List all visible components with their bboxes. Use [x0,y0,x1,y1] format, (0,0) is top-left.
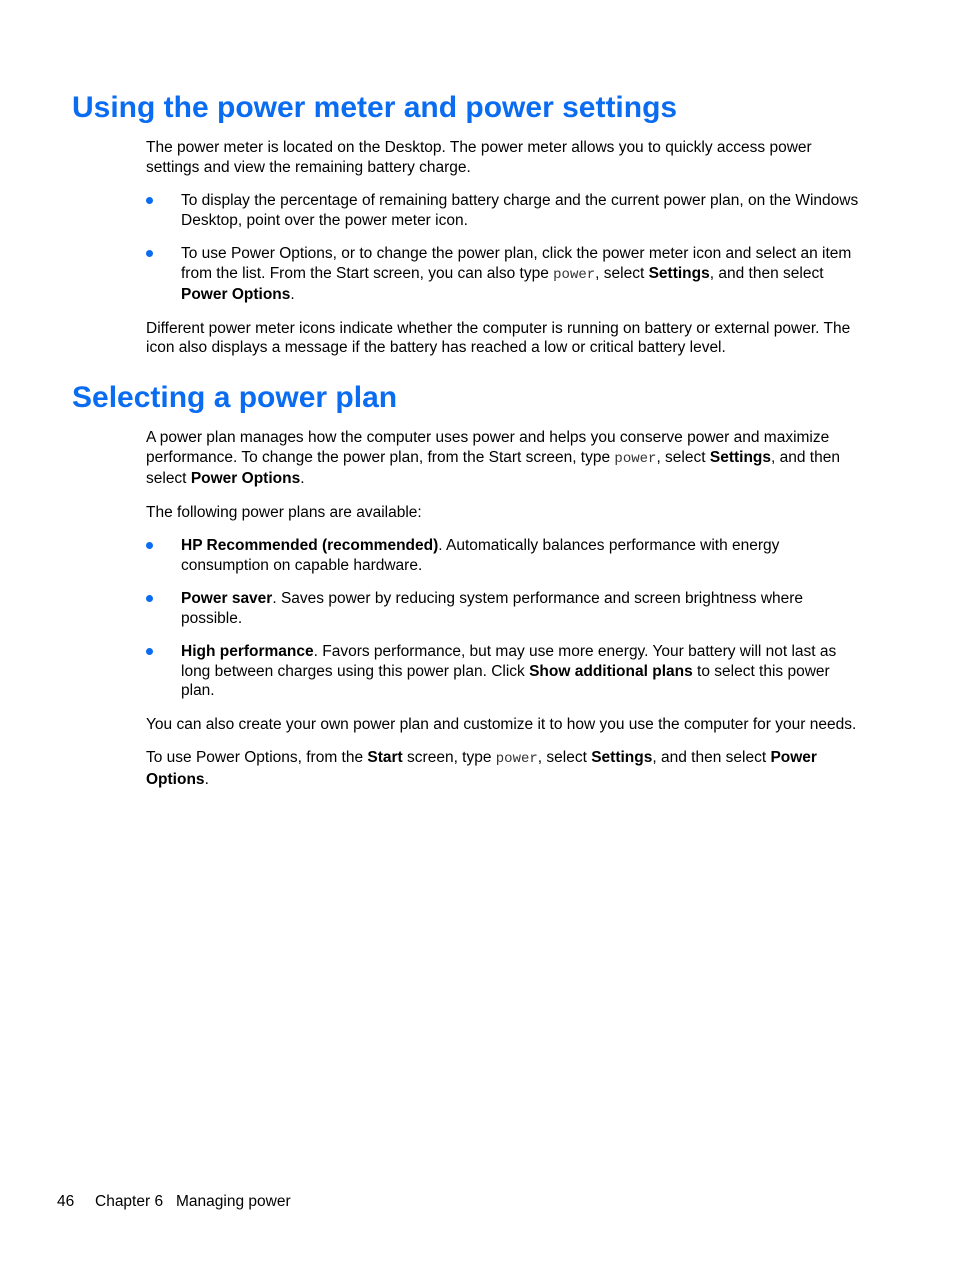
bold-term: Settings [591,749,653,766]
plan-description: . Favors performance, but may use more energy. Your battery will not last as long between charges using this power plan. Click [181,643,837,680]
plan-name: HP Recommended (recommended) [181,537,439,554]
list-item-text: . [290,286,295,303]
paragraph-text: , select [656,448,710,466]
bold-term: Power Options [190,470,301,487]
list-item [146,244,866,305]
bold-term: Start [367,749,403,766]
paragraph-text: A power plan manages how the computer uses power and helps you conserve power and maximize performance. To change the power plan, from the Start screen, type [146,429,830,466]
list-item-text: , and then select [709,264,824,282]
paragraph-custom-plan: You can also create your own power plan and customize it to how you use the computer for your needs. [146,715,857,733]
list-item [146,589,866,628]
power-plan-bullet-list [146,536,866,701]
page-footer [57,1192,291,1211]
inline-code: power [614,450,657,467]
bullet-icon [146,197,153,204]
paragraph-text: screen, type [402,749,496,766]
section-heading-power-meter: Using the power meter and power settings [72,91,678,124]
paragraph-text: . [204,770,209,788]
plan-description: . Saves power by reducing system performance and screen brightness where possible. [181,590,804,627]
section-power-meter-body [146,138,866,358]
plan-name: High performance [181,643,314,660]
bullet-icon [146,648,153,655]
paragraph-text: . [300,470,305,487]
paragraph-text: To use Power Options, from the [146,749,368,766]
paragraph-power-options-final [146,748,866,789]
bullet-icon [146,595,153,602]
bold-term: Power Options [146,749,817,788]
bold-term: Power Options [181,286,291,303]
bullet-icon [146,542,153,549]
page-number: 46 [57,1193,75,1210]
paragraph-power-plan-intro [146,428,866,489]
list-item-text: To display the percentage of remaining battery charge and the current power plan, on the Windows Desktop, point over the power meter icon. [181,192,859,229]
bold-term: Settings [648,264,710,282]
plan-description: . Automatically balances performance with energy consumption on capable hardware. [181,537,780,574]
list-item-text: To use Power Options, or to change the power plan, click the power meter icon and select an item from the list. From the Start screen, you can also type [181,245,852,282]
bold-term: Settings [709,448,772,466]
bold-term: Show additional plans [529,662,693,680]
paragraph-power-meter-intro: The power meter is located on the Desktop. The power meter allows you to quickly access power settings and view the remaining battery charge. [146,139,812,176]
paragraph-available-plans: The following power plans are available: [146,503,422,521]
paragraph-text: , and then select [652,749,771,766]
list-item [146,191,866,230]
list-item-text: , select [595,264,649,282]
power-meter-bullet-list [146,191,866,305]
paragraph-text: , select [537,749,592,766]
inline-code: power [553,266,596,283]
paragraph-power-meter-outro: Different power meter icons indicate whether the computer is running on battery or external power. The icon also displays a message if the battery has reached a low or critical battery level. [146,319,851,356]
chapter-label: Chapter 6 [95,1193,164,1210]
section-power-plan-body [146,428,866,789]
list-item [146,536,866,575]
section-heading-power-plan: Selecting a power plan [72,381,398,414]
plan-description: to select this power plan. [181,662,830,699]
paragraph-text: , and then select [146,448,840,487]
plan-name: Power saver [181,590,273,607]
inline-code: power [495,751,538,767]
list-item [146,642,866,701]
chapter-title: Managing power [176,1193,291,1210]
bullet-icon [146,250,153,257]
